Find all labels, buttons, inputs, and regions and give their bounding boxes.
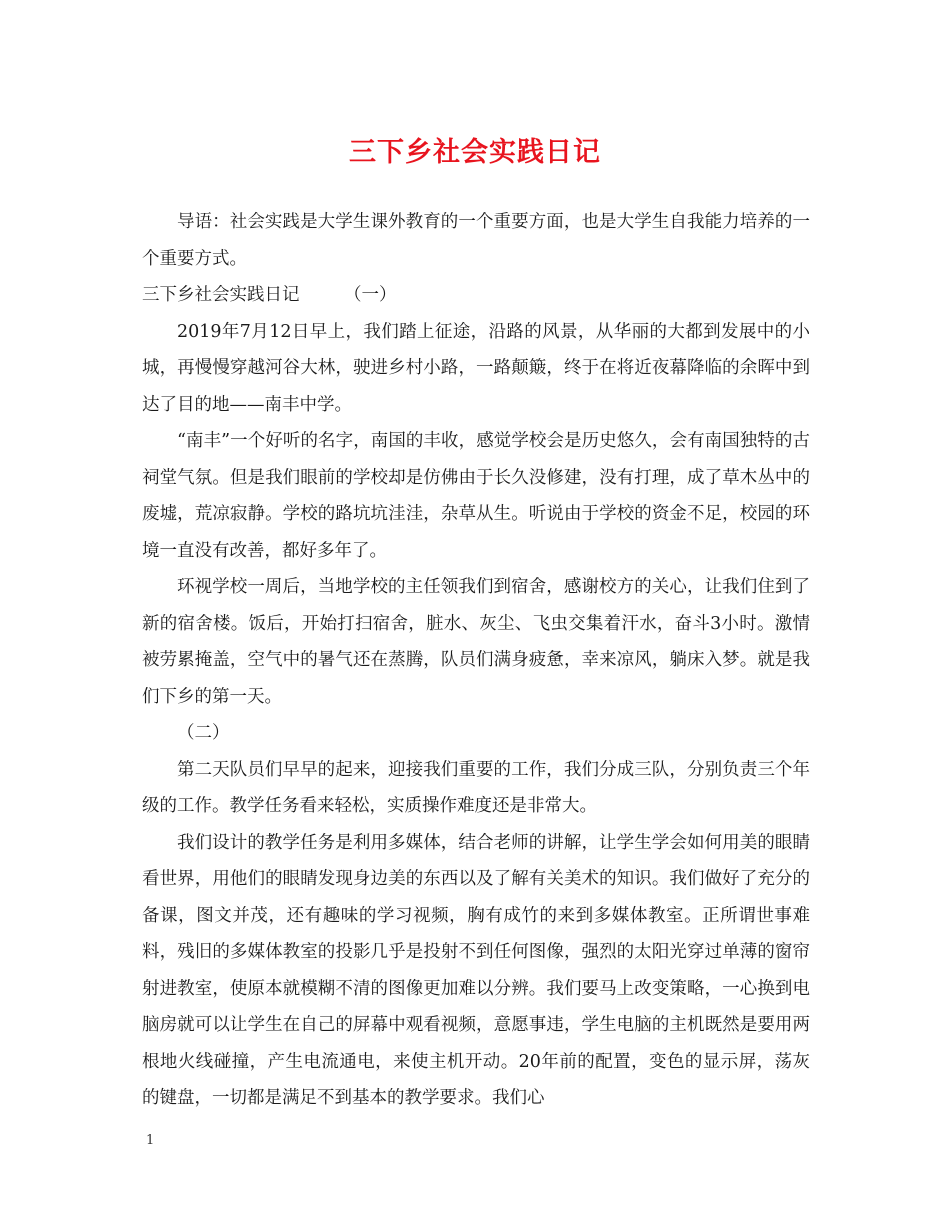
section-two-heading: （二） — [177, 723, 230, 743]
section-one-heading: 三下乡社会实践日记 （一） — [142, 285, 397, 305]
body-paragraph: “南丰”一个好听的名字，南国的丰收，感觉学校会是历史悠久，会有南国独特的古祠堂气氛。但是我们眼前的学校却是仿佛由于长久没修建，没有打理，成了草木丛中的废墟，荒凉寂静。学校的路坑坑洼洼，杂草从生。听说由于学校的资金不足，校园的环境一直没有改善，都好多年了。 — [142, 431, 810, 561]
body-paragraph: 第二天队员们早早的起来，迎接我们重要的工作，我们分成三队，分别负责三个年级的工作。教学任务看来轻松，实质操作难度还是非常大。 — [142, 759, 810, 816]
document-title: 三下乡社会实践日记 — [349, 137, 601, 168]
page-number: 1 — [146, 1133, 155, 1148]
document-body — [142, 204, 810, 1117]
body-paragraph: 环视学校一周后，当地学校的主任领我们到宿舍，感谢校方的关心，让我们住到了新的宿舍楼。饭后，开始打扫宿舍，脏水、灰尘、飞虫交集着汗水，奋斗3小时。激情被劳累掩盖，空气中的暑气还在蒸腾，队员们满身疲惫，幸来凉风，躺床入梦。就是我们下乡的第一天。 — [142, 577, 810, 707]
body-paragraph: 我们设计的教学任务是利用多媒体，结合老师的讲解，让学生学会如何用美的眼睛看世界，用他们的眼睛发现身边美的东西以及了解有关美术的知识。我们做好了充分的备课，图文并茂，还有趣味的学习视频，胸有成竹的来到多媒体教室。正所谓世事难料，残旧的多媒体教室的投影几乎是投射不到任何图像，强烈的太阳光穿过单薄的窗帘射进教室，使原本就模糊不清的图像更加难以分辨。我们要马上改变策略，一心换到电脑房就可以让学生在自己的屏幕中观看视频，意愿事违，学生电脑的主机既然是要用两根地火线碰撞，产生电流通电，来使主机开动。20年前的配置，变色的显示屏，荡灰的键盘，一切都是满足不到基本的教学要求。我们心 — [142, 832, 810, 1108]
body-paragraph: 2019年7月12日早上，我们踏上征途，沿路的风景，从华丽的大都到发展中的小城，再慢慢穿越河谷大林，驶进乡村小路，一路颠簸，终于在将近夜幕降临的余晖中到达了目的地——南丰中学。 — [142, 321, 810, 415]
intro-paragraph: 导语：社会实践是大学生课外教育的一个重要方面，也是大学生自我能力培养的一个重要方式。 — [142, 212, 810, 269]
